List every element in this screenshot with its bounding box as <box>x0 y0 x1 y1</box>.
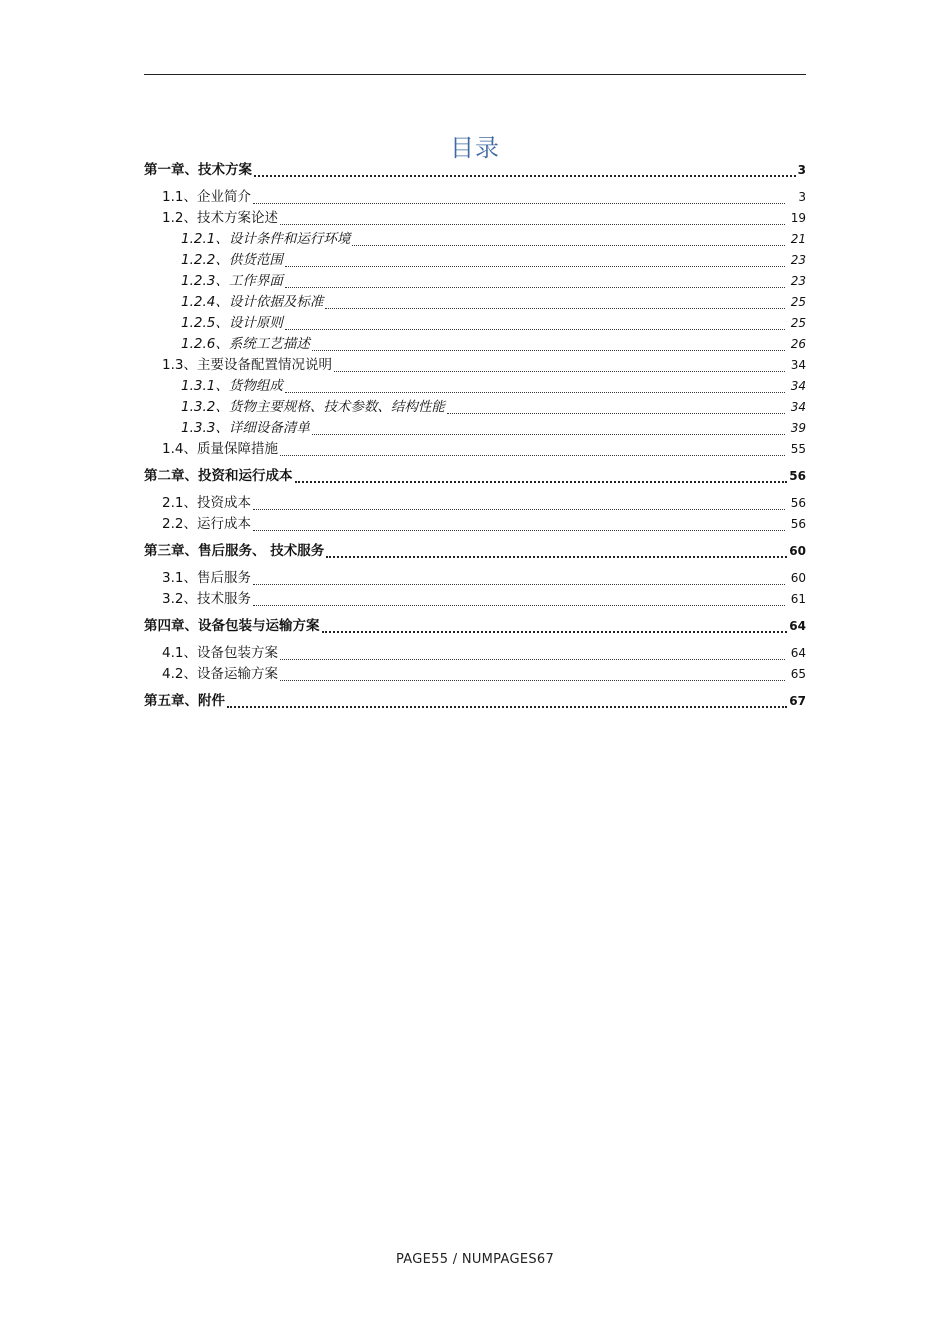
toc-entry-label: 3.2、技术服务 <box>162 591 251 607</box>
toc-title: 目录 <box>450 134 500 163</box>
toc-entry-label: 4.2、设备运输方案 <box>162 666 278 682</box>
page-footer: PAGE55 / NUMPAGES67 <box>395 1252 555 1267</box>
toc-dot-leader <box>280 223 785 225</box>
toc-dot-leader <box>253 583 785 585</box>
toc-entry-page-number: 3 <box>798 190 806 204</box>
toc-dot-leader <box>325 307 785 309</box>
toc-entry-page-number: 60 <box>790 571 806 585</box>
toc-entry-page-number: 34 <box>790 358 806 372</box>
toc-entry[interactable] <box>144 643 806 664</box>
toc-entry-label: 第四章、设备包装与运输方案 <box>144 618 320 634</box>
toc-entry-label: 1.2.5、设计原则 <box>181 315 283 331</box>
toc-entry-page-number: 25 <box>790 316 806 330</box>
toc-entry[interactable] <box>144 158 806 182</box>
toc-dot-leader <box>312 433 785 435</box>
toc-dot-leader <box>227 705 787 708</box>
toc-dot-leader <box>285 286 785 288</box>
toc-entry-page-number: 3 <box>797 163 806 177</box>
toc-entry-page-number: 64 <box>789 619 806 633</box>
toc-entry-label: 2.1、投资成本 <box>162 495 251 511</box>
toc-entry-page-number: 61 <box>790 592 806 606</box>
toc-entry-label: 4.1、设备包装方案 <box>162 645 278 661</box>
toc-entry-label: 1.2.4、设计依据及标准 <box>181 294 324 310</box>
toc-dot-leader <box>312 349 785 351</box>
toc-entry[interactable] <box>144 664 806 685</box>
toc-dot-leader <box>254 174 796 177</box>
toc-dot-leader <box>334 370 785 372</box>
toc-entry[interactable] <box>144 568 806 589</box>
toc-entry-label: 1.3.1、货物组成 <box>181 378 283 394</box>
toc-entry-page-number: 67 <box>789 694 806 708</box>
toc-entry-page-number: 65 <box>790 667 806 681</box>
toc-entry-page-number: 64 <box>790 646 806 660</box>
toc-entry[interactable] <box>144 493 806 514</box>
toc-entry-page-number: 34 <box>790 379 806 393</box>
toc-entry-page-number: 60 <box>789 544 806 558</box>
toc-entry-page-number: 23 <box>790 274 806 288</box>
toc-entry-page-number: 26 <box>790 337 806 351</box>
toc-entry[interactable] <box>144 334 806 355</box>
toc-entry-label: 1.4、质量保障措施 <box>162 441 278 457</box>
toc-entry-label: 1.2.3、工作界面 <box>181 273 283 289</box>
toc-entry-label: 第五章、附件 <box>144 693 225 709</box>
table-of-contents <box>144 158 806 718</box>
toc-entry-label: 1.2.1、设计条件和运行环境 <box>181 231 351 247</box>
toc-entry[interactable] <box>144 292 806 313</box>
toc-entry-page-number: 34 <box>790 400 806 414</box>
toc-entry-page-number: 21 <box>790 232 806 246</box>
toc-dot-leader <box>326 555 787 558</box>
toc-entry[interactable] <box>144 376 806 397</box>
toc-entry[interactable] <box>144 313 806 334</box>
toc-dot-leader <box>280 679 785 681</box>
toc-dot-leader <box>285 328 785 330</box>
toc-entry-page-number: 56 <box>790 517 806 531</box>
toc-entry-label: 1.2、技术方案论述 <box>162 210 278 226</box>
toc-dot-leader <box>253 508 785 510</box>
toc-entry[interactable] <box>144 355 806 376</box>
toc-dot-leader <box>253 604 785 606</box>
toc-dot-leader <box>285 265 785 267</box>
toc-entry-label: 3.1、售后服务 <box>162 570 251 586</box>
toc-entry-label: 1.3.2、货物主要规格、技术参数、结构性能 <box>181 399 445 415</box>
toc-entry-page-number: 19 <box>790 211 806 225</box>
toc-entry-page-number: 23 <box>790 253 806 267</box>
toc-entry-label: 1.1、企业简介 <box>162 189 251 205</box>
toc-entry[interactable] <box>144 464 806 488</box>
toc-entry[interactable] <box>144 397 806 418</box>
toc-entry-label: 第一章、技术方案 <box>144 162 252 178</box>
toc-entry-label: 1.2.2、供货范围 <box>181 252 283 268</box>
toc-dot-leader <box>253 529 785 531</box>
toc-dot-leader <box>280 658 785 660</box>
toc-dot-leader <box>253 202 785 204</box>
toc-entry-page-number: 56 <box>789 469 806 483</box>
toc-entry-page-number: 25 <box>790 295 806 309</box>
toc-dot-leader <box>352 244 785 246</box>
toc-entry-label: 2.2、运行成本 <box>162 516 251 532</box>
toc-entry[interactable] <box>144 208 806 229</box>
toc-entry[interactable] <box>144 439 806 460</box>
toc-entry-label: 第二章、投资和运行成本 <box>144 468 293 484</box>
header-rule <box>144 74 806 75</box>
toc-entry[interactable] <box>144 229 806 250</box>
toc-entry[interactable] <box>144 250 806 271</box>
toc-dot-leader <box>280 454 785 456</box>
toc-entry[interactable] <box>144 418 806 439</box>
toc-entry-label: 1.3.3、详细设备清单 <box>181 420 310 436</box>
toc-entry[interactable] <box>144 689 806 713</box>
toc-entry-label: 第三章、售后服务、 技术服务 <box>144 543 325 559</box>
toc-entry[interactable] <box>144 514 806 535</box>
toc-entry[interactable] <box>144 589 806 610</box>
toc-entry-page-number: 39 <box>790 421 806 435</box>
toc-dot-leader <box>295 480 788 483</box>
toc-dot-leader <box>322 630 788 633</box>
toc-dot-leader <box>285 391 785 393</box>
toc-entry[interactable] <box>144 539 806 563</box>
toc-entry-page-number: 56 <box>790 496 806 510</box>
toc-entry[interactable] <box>144 187 806 208</box>
toc-entry-label: 1.3、主要设备配置情况说明 <box>162 357 332 373</box>
toc-entry-label: 1.2.6、系统工艺描述 <box>181 336 310 352</box>
toc-entry[interactable] <box>144 614 806 638</box>
toc-entry[interactable] <box>144 271 806 292</box>
toc-entry-page-number: 55 <box>790 442 806 456</box>
toc-dot-leader <box>447 412 785 414</box>
